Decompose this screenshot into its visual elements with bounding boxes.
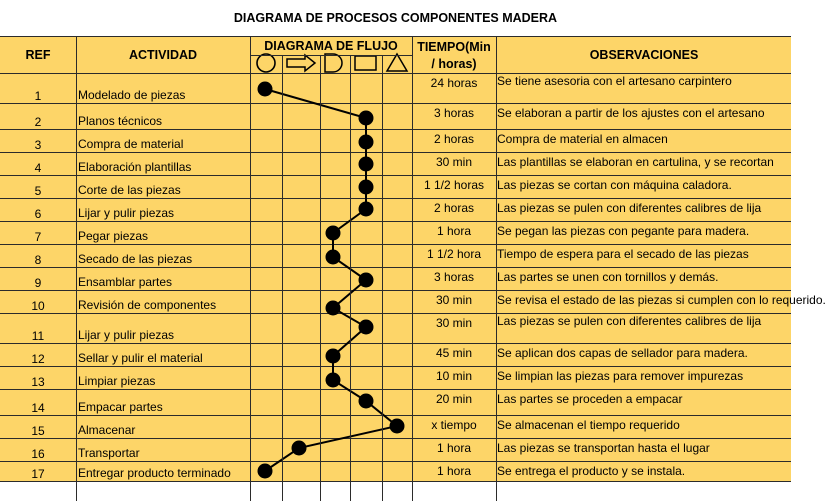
column-divider	[320, 56, 321, 501]
ref-cell: 5	[34, 184, 42, 198]
tiempo-cell: 45 min	[435, 346, 473, 360]
actividad-cell: Modelado de piezas	[78, 88, 186, 102]
table-row	[0, 104, 791, 130]
column-divider	[282, 56, 283, 501]
ref-cell: 6	[34, 207, 42, 221]
ref-cell: 14	[31, 401, 45, 415]
ref-cell: 16	[31, 447, 45, 461]
table-row	[0, 291, 826, 314]
tiempo-cell: 1 1/2 hora	[426, 247, 482, 261]
table-row	[0, 245, 791, 268]
ref-cell: 2	[34, 115, 42, 129]
table-row	[0, 153, 791, 176]
tiempo-cell: x tiempo	[431, 418, 477, 432]
observaciones-cell: Se revisa el estado de las piezas si cumplen con lo requerido.	[497, 293, 826, 307]
table-row	[0, 176, 791, 199]
column-divider	[76, 36, 77, 501]
header-tiempo-line1: TIEMPO(Min	[417, 40, 491, 54]
observaciones-cell: Se limpian las piezas para remover impurezas	[497, 369, 744, 383]
observaciones-cell: Las partes se unen con tornillos y demás.	[497, 270, 719, 284]
observaciones-cell: Las plantillas se elaboran en cartulina, y se recortan	[497, 155, 774, 169]
header-actividad: ACTIVIDAD	[128, 48, 198, 62]
observaciones-cell: Tiempo de espera para el secado de las piezas	[497, 247, 749, 261]
observaciones-cell: Compra de material en almacen	[497, 132, 668, 146]
actividad-cell: Empacar partes	[78, 400, 163, 414]
table-row	[0, 130, 791, 153]
ref-cell: 7	[34, 230, 42, 244]
tiempo-cell: 1 hora	[436, 224, 472, 238]
actividad-cell: Transportar	[78, 446, 140, 460]
observaciones-cell: Las partes se proceden a empacar	[497, 392, 683, 406]
actividad-cell: Ensamblar partes	[78, 275, 173, 289]
header-ref: REF	[25, 48, 51, 62]
table-row	[0, 344, 791, 367]
column-divider	[382, 56, 383, 501]
ref-cell: 1	[34, 89, 42, 103]
actividad-cell: Lijar y pulir piezas	[78, 328, 175, 342]
tiempo-cell: 1 hora	[436, 464, 472, 478]
header-observaciones: OBSERVACIONES	[589, 48, 699, 62]
actividad-cell: Corte de las piezas	[78, 183, 181, 197]
table-row	[0, 222, 791, 245]
flow-header-divider	[250, 55, 412, 56]
actividad-cell: Secado de las piezas	[78, 252, 193, 266]
tiempo-cell: 3 horas	[433, 106, 475, 120]
tiempo-cell: 30 min	[435, 316, 473, 330]
ref-cell: 12	[31, 352, 45, 366]
actividad-cell: Compra de material	[78, 137, 184, 151]
observaciones-cell: Se aplican dos capas de sellador para madera.	[497, 346, 748, 360]
observaciones-cell: Las piezas se pulen con diferentes calibres de lija	[497, 314, 762, 328]
column-divider	[496, 36, 497, 501]
header-flujo: DIAGRAMA DE FLUJO	[264, 39, 398, 53]
table-row	[0, 268, 791, 291]
ref-cell: 3	[34, 138, 42, 152]
table-row	[0, 462, 791, 482]
column-divider	[250, 36, 251, 501]
table-row	[0, 199, 791, 222]
tiempo-cell: 24 horas	[430, 76, 478, 90]
observaciones-cell: Se almacenan el tiempo requerido	[497, 418, 680, 432]
observaciones-cell: Las piezas se cortan con máquina caladora.	[497, 178, 732, 192]
table-row	[0, 314, 791, 344]
ref-cell: 11	[31, 329, 45, 343]
actividad-cell: Elaboración plantillas	[78, 160, 192, 174]
tiempo-cell: 1 hora	[436, 441, 472, 455]
tiempo-cell: 2 horas	[433, 201, 475, 215]
page-title: DIAGRAMA DE PROCESOS COMPONENTES MADERA	[0, 0, 791, 36]
table-row	[0, 390, 791, 416]
actividad-cell: Revisión de componentes	[78, 298, 217, 312]
ref-cell: 10	[31, 299, 45, 313]
tiempo-cell: 30 min	[435, 293, 473, 307]
table-row	[0, 367, 791, 390]
ref-cell: 9	[34, 276, 42, 290]
ref-cell: 8	[34, 253, 42, 267]
tiempo-cell: 10 min	[435, 369, 473, 383]
observaciones-cell: Se entrega el producto y se instala.	[497, 464, 686, 478]
actividad-cell: Limpiar piezas	[78, 374, 156, 388]
tiempo-cell: 3 horas	[433, 270, 475, 284]
observaciones-cell: Las piezas se transportan hasta el lugar	[497, 441, 710, 455]
actividad-cell: Sellar y pulir el material	[78, 351, 203, 365]
tiempo-cell: 1 1/2 horas	[423, 178, 485, 192]
actividad-cell: Entregar producto terminado	[78, 466, 231, 480]
ref-cell: 17	[31, 467, 45, 481]
tiempo-cell: 20 min	[435, 392, 473, 406]
actividad-cell: Almacenar	[78, 423, 136, 437]
tiempo-cell: 30 min	[435, 155, 473, 169]
actividad-cell: Pegar piezas	[78, 229, 149, 243]
actividad-cell: Planos técnicos	[78, 114, 163, 128]
table-row	[0, 416, 791, 439]
observaciones-cell: Se pegan las piezas con pegante para madera.	[497, 224, 750, 238]
observaciones-cell: Se tiene asesoria con el artesano carpintero	[497, 74, 732, 88]
process-table	[0, 36, 826, 501]
column-divider	[350, 56, 351, 501]
column-divider	[412, 36, 413, 501]
observaciones-cell: Las piezas se pulen con diferentes calibres de lija	[497, 201, 762, 215]
table-row	[0, 74, 791, 104]
ref-cell: 13	[31, 375, 45, 389]
ref-cell: 15	[31, 424, 45, 438]
tiempo-cell: 2 horas	[433, 132, 475, 146]
header-tiempo-line2: / horas)	[431, 57, 477, 71]
table-row	[0, 439, 791, 462]
observaciones-cell: Se elaboran a partir de los ajustes con el artesano	[497, 106, 765, 120]
ref-cell: 4	[34, 161, 42, 175]
actividad-cell: Lijar y pulir piezas	[78, 206, 175, 220]
